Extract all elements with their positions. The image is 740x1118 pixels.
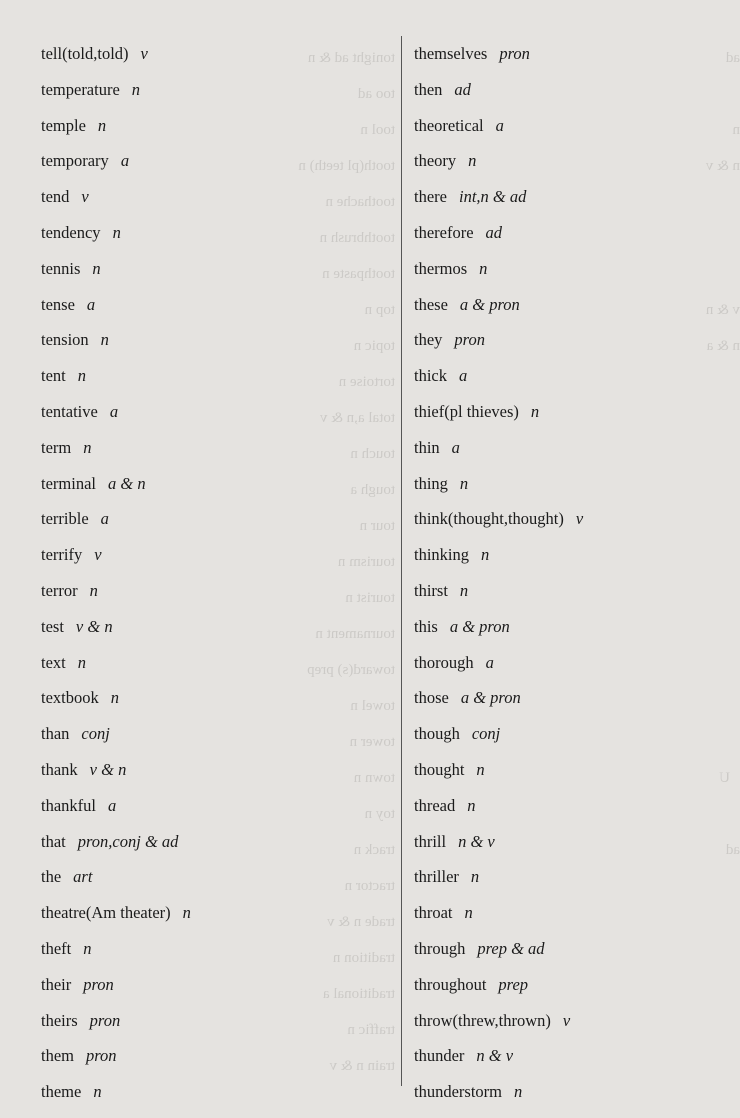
headword: thread (414, 795, 456, 815)
dictionary-entry (414, 935, 714, 971)
bleed-through-text: tortoise n (338, 374, 395, 390)
bleed-through-text: toothache n (325, 194, 395, 210)
dictionary-entry (414, 684, 714, 720)
headword: therefore (414, 222, 474, 242)
headword: tend (41, 187, 70, 207)
part-of-speech: n & v (458, 831, 495, 851)
part-of-speech: a & pron (449, 616, 510, 636)
part-of-speech: n (83, 938, 92, 958)
dictionary-entry (414, 863, 714, 899)
part-of-speech: n (459, 580, 469, 600)
left-column (41, 40, 371, 1114)
headword: those (414, 688, 449, 708)
headword: text (41, 652, 66, 672)
part-of-speech: ad (454, 79, 471, 99)
headword: theft (41, 938, 72, 958)
bleed-through-text: tool n (360, 122, 395, 138)
bleed-through-text: tough a (350, 482, 395, 498)
headword: thought (414, 759, 465, 779)
dictionary-entry (414, 40, 714, 76)
part-of-speech: a (495, 115, 504, 135)
headword: then (414, 79, 443, 99)
dictionary-entry (41, 1042, 371, 1078)
dictionary-entry (414, 470, 714, 506)
dictionary-entry (414, 505, 714, 541)
headword: thank (41, 759, 78, 779)
part-of-speech: a & pron (459, 294, 520, 314)
headword: theatre(Am theater) (41, 903, 171, 923)
part-of-speech: n (110, 688, 119, 708)
part-of-speech: n & v (476, 1046, 514, 1066)
bleed-through-text: n & a (706, 338, 740, 354)
dictionary-entry (41, 649, 371, 685)
bleed-through-text: tower n (349, 734, 395, 750)
dictionary-entry (41, 792, 371, 828)
bleed-through-text: tourist n (345, 590, 395, 606)
bleed-through-text: U (719, 770, 730, 786)
headword: thriller (414, 867, 459, 887)
part-of-speech: n (83, 437, 92, 457)
dictionary-entry (414, 899, 714, 935)
part-of-speech: pron (86, 1046, 117, 1066)
headword: tendency (41, 222, 101, 242)
part-of-speech: a (120, 151, 130, 171)
bleed-through-text: track n (353, 842, 395, 858)
bleed-through-text: too ad (357, 86, 395, 102)
headword: thorough (414, 652, 474, 672)
dictionary-entry (414, 1007, 714, 1043)
headword: though (414, 724, 460, 744)
bleed-through-text: trade n & v (327, 914, 395, 930)
part-of-speech: a (108, 795, 117, 815)
part-of-speech: n (112, 222, 121, 242)
headword: terrify (41, 545, 83, 565)
dictionary-entry (414, 792, 714, 828)
part-of-speech: pron (89, 1010, 121, 1030)
bleed-through-text: tourism n (337, 554, 395, 570)
column-divider (401, 36, 402, 1086)
bleed-through-text: total a,n & v (320, 410, 395, 426)
headword: test (41, 616, 64, 636)
headword: through (414, 938, 466, 958)
dictionary-entry (414, 1078, 714, 1114)
right-column (414, 40, 714, 1114)
headword: tentative (41, 401, 98, 421)
part-of-speech: n (479, 258, 488, 278)
bleed-through-text: tournament n (315, 626, 395, 642)
headword: think(thought,thought) (414, 509, 564, 529)
dictionary-entry (414, 971, 714, 1007)
dictionary-entry (41, 863, 371, 899)
part-of-speech: v (562, 1010, 571, 1030)
dictionary-entry (41, 541, 371, 577)
part-of-speech: pron (499, 44, 530, 63)
headword: than (41, 724, 70, 744)
headword: thunder (414, 1046, 465, 1066)
part-of-speech: n (476, 759, 485, 779)
dictionary-entry (414, 219, 714, 255)
dictionary-entry (414, 76, 714, 112)
part-of-speech: a (109, 401, 119, 421)
headword: throat (414, 903, 453, 923)
bleed-through-text: tonight ad & n (307, 50, 395, 66)
bleed-through-text: traditional a (322, 986, 395, 1002)
part-of-speech: n (530, 401, 540, 421)
dictionary-entry (414, 183, 714, 219)
headword: textbook (41, 688, 99, 708)
headword: theory (414, 151, 457, 171)
dictionary-entry (414, 291, 714, 327)
headword: thin (414, 437, 440, 457)
dictionary-entry (41, 398, 371, 434)
dictionary-entry (41, 255, 371, 291)
part-of-speech: n (459, 473, 469, 493)
part-of-speech: n (92, 258, 101, 278)
dictionary-entry (414, 112, 714, 148)
dictionary-entry (41, 147, 371, 183)
bleed-through-text: traffic n (347, 1022, 395, 1038)
dictionary-entry (414, 255, 714, 291)
bleed-through-text: touch n (350, 446, 395, 462)
dictionary-entry (414, 613, 714, 649)
bleed-through-text: toothbrush n (319, 230, 395, 246)
dictionary-entry (41, 183, 371, 219)
dictionary-entry (41, 76, 371, 112)
dictionary-entry (41, 613, 371, 649)
dictionary-entry (41, 684, 371, 720)
bleed-through-text: toward(s) prep (307, 662, 395, 678)
dictionary-entry (41, 720, 371, 756)
bleed-through-text: n (732, 122, 740, 138)
dictionary-entry (414, 147, 714, 183)
dictionary-entry (414, 434, 714, 470)
bleed-through-text: tradition n (332, 950, 395, 966)
part-of-speech: a (459, 366, 468, 386)
headword: thermos (414, 258, 468, 278)
part-of-speech: n (464, 903, 473, 923)
dictionary-entry (414, 398, 714, 434)
dictionary-entry (41, 219, 371, 255)
part-of-speech: prep (498, 974, 529, 994)
headword: temporary (41, 151, 109, 171)
part-of-speech: n (182, 903, 191, 923)
part-of-speech: v (94, 545, 102, 565)
dictionary-entry (414, 362, 714, 398)
bleed-through-text: top n (364, 302, 395, 318)
bleed-through-text: towel n (350, 698, 395, 714)
headword: thunderstorm (414, 1082, 502, 1102)
headword: theme (41, 1082, 82, 1102)
part-of-speech: n (470, 867, 480, 887)
headword: tense (41, 294, 75, 314)
headword: term (41, 437, 72, 457)
headword: thirst (414, 580, 448, 600)
headword: there (414, 187, 447, 207)
dictionary-entry (414, 1042, 714, 1078)
dictionary-entry (41, 362, 371, 398)
dictionary-entry (414, 720, 714, 756)
part-of-speech: prep & ad (477, 938, 545, 958)
part-of-speech: a (451, 437, 460, 457)
part-of-speech: a (485, 652, 494, 672)
headword: theirs (41, 1010, 78, 1030)
bleed-through-text: toothpaste n (322, 266, 395, 282)
bleed-through-text: tooth(pl teeth) n (298, 158, 395, 174)
dictionary-entry (41, 326, 371, 362)
dictionary-entry (41, 756, 371, 792)
bleed-through-text: tour n (359, 518, 395, 534)
dictionary-entry (414, 649, 714, 685)
headword: tension (41, 330, 89, 350)
part-of-speech: pron (454, 330, 485, 350)
bleed-through-text: v & n (705, 302, 740, 318)
headword: tennis (41, 258, 81, 278)
headword: this (414, 616, 438, 636)
headword: temple (41, 115, 86, 135)
bleed-through-text: tractor n (344, 878, 395, 894)
part-of-speech: n (93, 1082, 102, 1102)
headword: terminal (41, 473, 96, 493)
dictionary-entry (41, 1078, 371, 1114)
dictionary-entry (414, 828, 714, 864)
part-of-speech: n (77, 366, 86, 386)
dictionary-entry (414, 756, 714, 792)
headword: throw(threw,thrown) (414, 1010, 551, 1030)
part-of-speech: art (73, 867, 93, 887)
part-of-speech: n (467, 795, 476, 815)
dictionary-entry (41, 577, 371, 613)
headword: these (414, 294, 448, 314)
dictionary-entry (41, 470, 371, 506)
part-of-speech: n (100, 330, 109, 350)
bleed-through-text: n & v (705, 158, 740, 174)
headword: the (41, 867, 62, 887)
part-of-speech: n (97, 115, 107, 135)
part-of-speech: int,n & ad (458, 187, 527, 207)
part-of-speech: a (86, 294, 96, 314)
headword: tent (41, 366, 66, 386)
headword: themselves (414, 44, 488, 63)
part-of-speech: n (131, 79, 141, 99)
part-of-speech: n (514, 1082, 523, 1102)
dictionary-entry (41, 291, 371, 327)
part-of-speech: ad (485, 222, 503, 242)
part-of-speech: n (77, 652, 86, 672)
dictionary-entry (41, 434, 371, 470)
dictionary-entry (41, 112, 371, 148)
part-of-speech: v (140, 44, 148, 63)
part-of-speech: a & n (107, 473, 146, 493)
headword: they (414, 330, 443, 350)
part-of-speech: pron (83, 974, 114, 994)
part-of-speech: v (575, 509, 584, 529)
headword: terrible (41, 509, 89, 529)
headword: their (41, 974, 72, 994)
part-of-speech: n (89, 580, 98, 600)
headword: throughout (414, 974, 487, 994)
part-of-speech: pron,conj & ad (77, 831, 179, 851)
bleed-through-text: train n & v (329, 1058, 395, 1074)
headword: thief(pl thieves) (414, 401, 519, 421)
part-of-speech: v & n (89, 759, 127, 779)
bleed-through-text: town n (353, 770, 395, 786)
headword: tell(told,told) (41, 44, 129, 63)
headword: theoretical (414, 115, 484, 135)
part-of-speech: conj (471, 724, 501, 744)
bleed-through-text: ad (725, 842, 740, 858)
dictionary-entry (41, 899, 371, 935)
part-of-speech: n (481, 545, 490, 565)
part-of-speech: n (468, 151, 477, 171)
headword: terror (41, 580, 78, 600)
part-of-speech: v & n (75, 616, 113, 636)
headword: thick (414, 366, 447, 386)
dictionary-entry (414, 577, 714, 613)
part-of-speech: v (81, 187, 89, 207)
dictionary-entry (41, 828, 371, 864)
headword: them (41, 1046, 74, 1066)
dictionary-entry (41, 505, 371, 541)
bleed-through-text: topic n (353, 338, 395, 354)
dictionary-entry (414, 326, 714, 362)
headword: thrill (414, 831, 447, 851)
part-of-speech: a & pron (460, 688, 521, 708)
headword: temperature (41, 79, 120, 99)
part-of-speech: a (100, 509, 109, 529)
dictionary-entry (41, 1007, 371, 1043)
headword: that (41, 831, 66, 851)
headword: thing (414, 473, 448, 493)
bleed-through-text: toy n (364, 806, 395, 822)
headword: thankful (41, 795, 96, 815)
bleed-through-text: ad (725, 50, 740, 66)
dictionary-entry (41, 971, 371, 1007)
part-of-speech: conj (81, 724, 110, 744)
dictionary-entry (414, 541, 714, 577)
headword: thinking (414, 545, 470, 565)
dictionary-entry (41, 40, 371, 76)
dictionary-entry (41, 935, 371, 971)
